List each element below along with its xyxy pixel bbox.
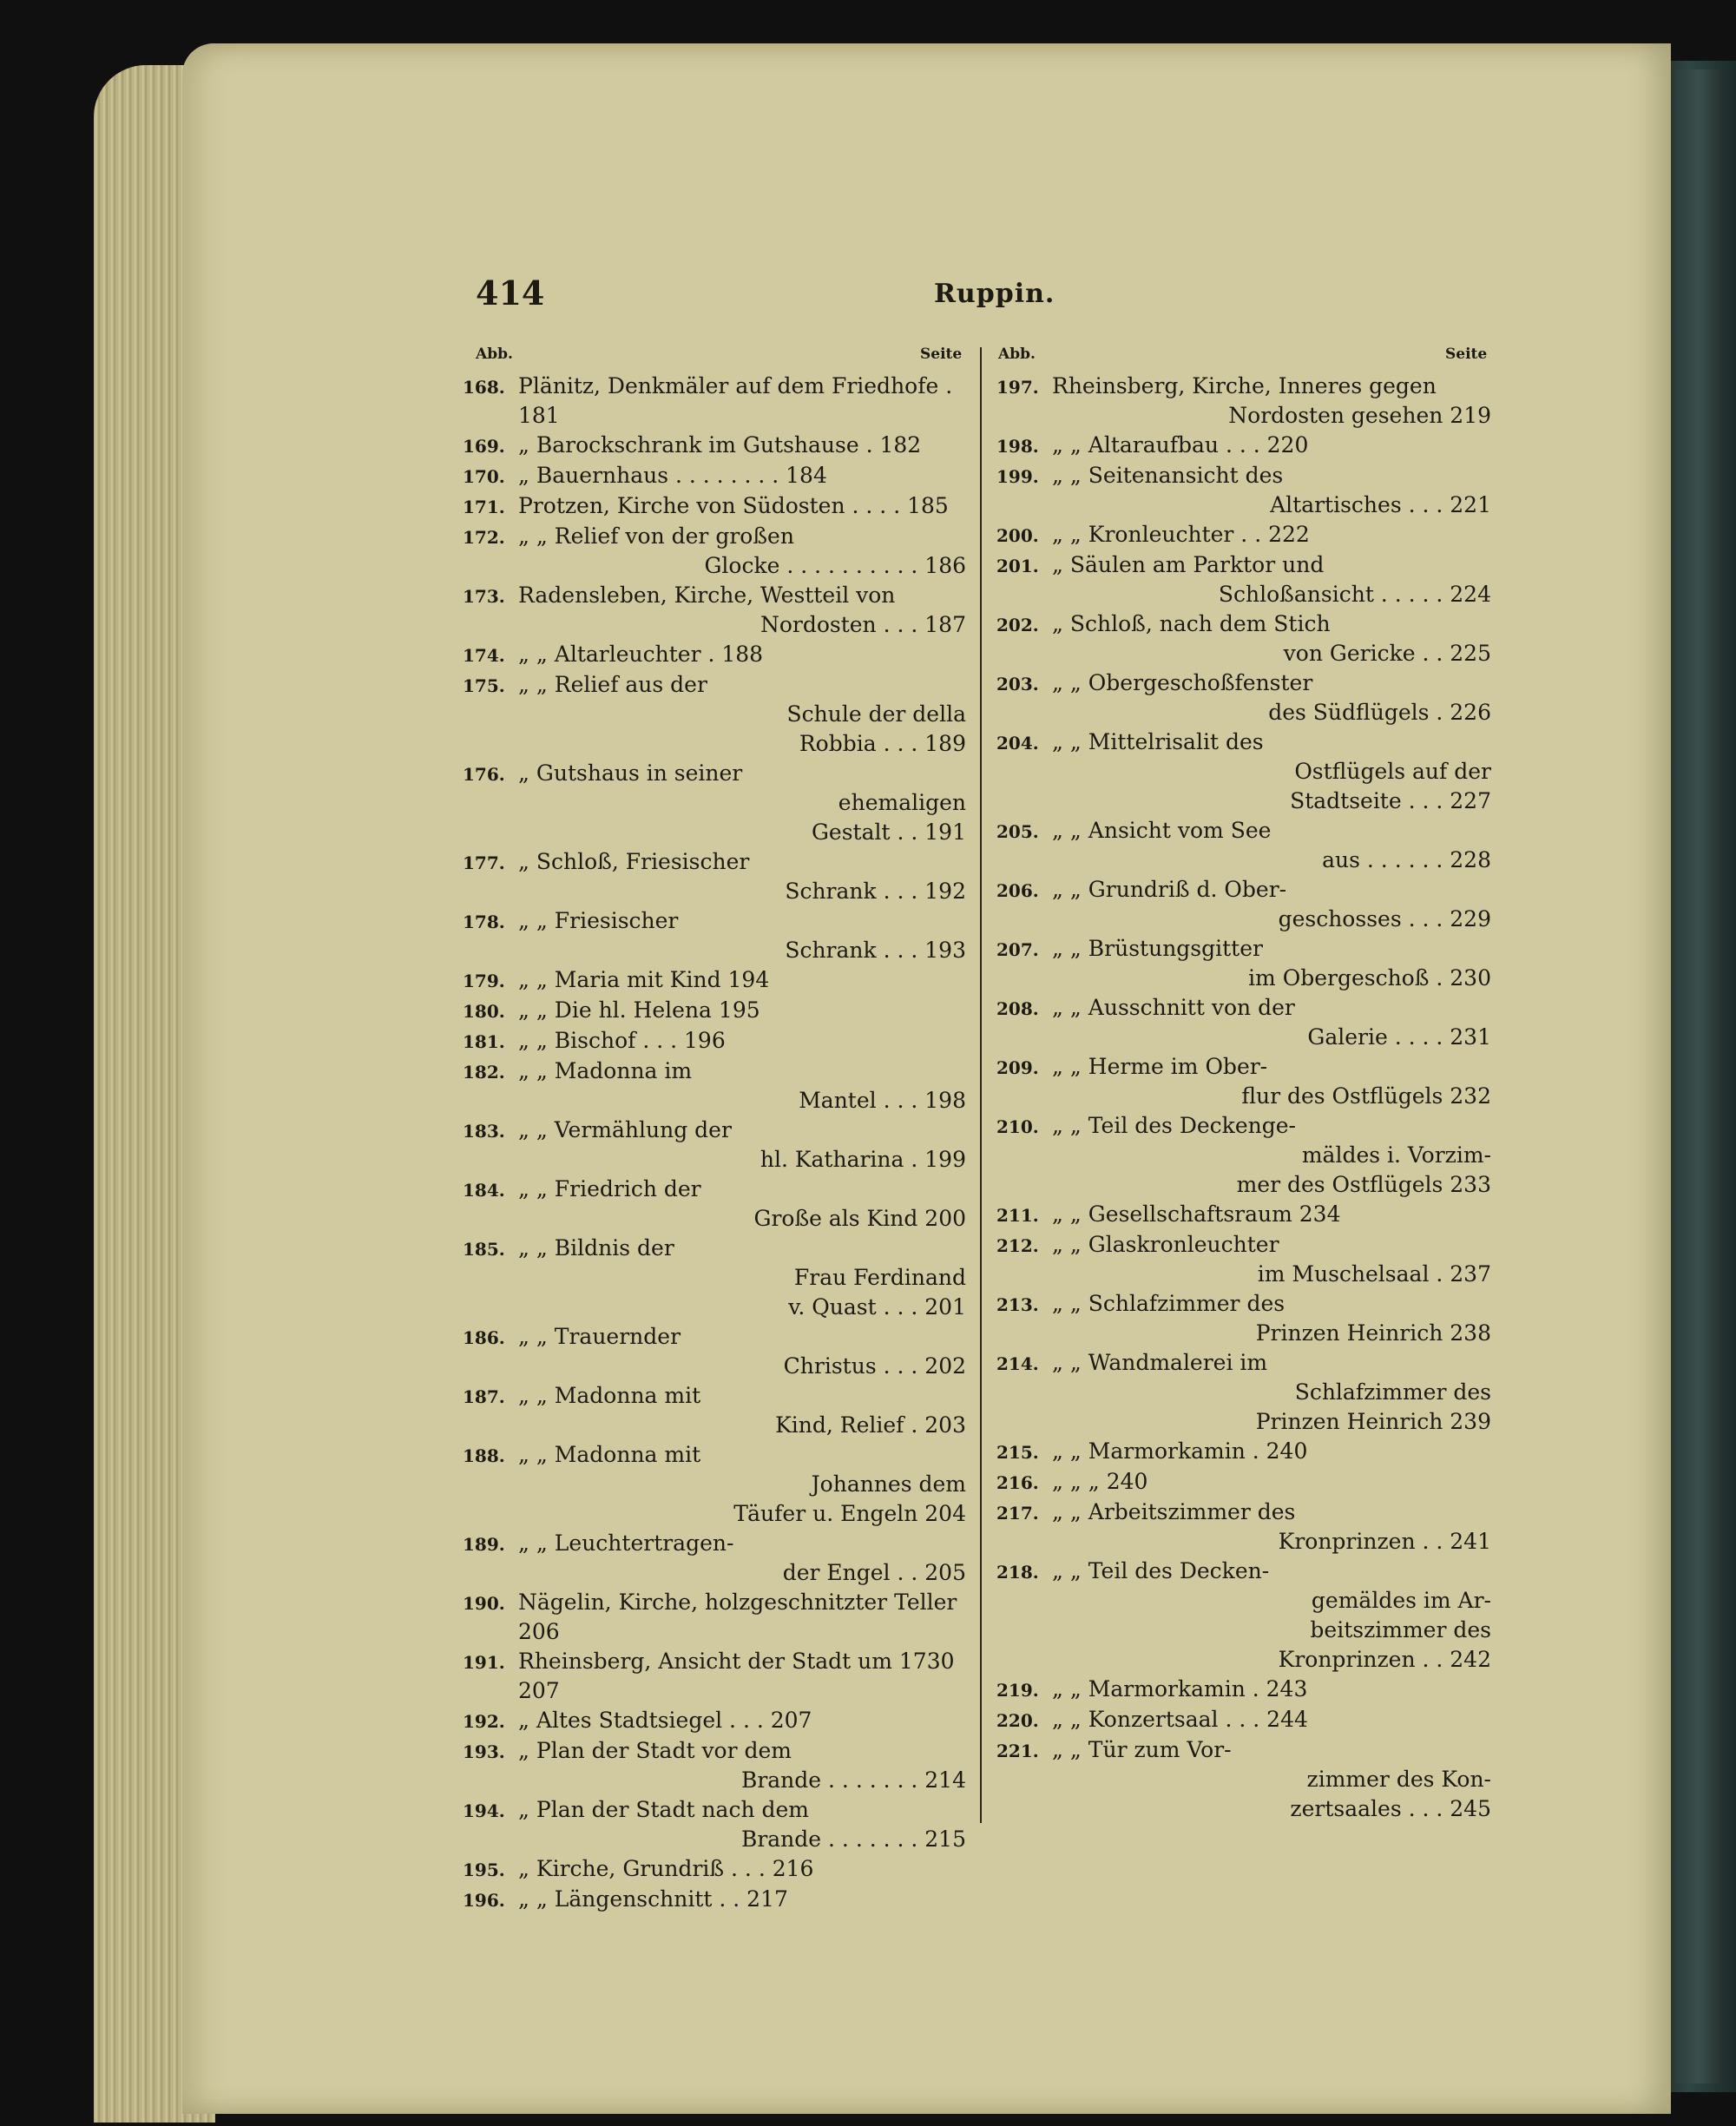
- figure-number: 198.: [996, 436, 1039, 457]
- entry-line: „ „ Teil des Deckenge-: [1052, 1113, 1296, 1138]
- figure-description: [518, 1322, 966, 1381]
- entry-line: „ Schloß, nach dem Stich: [1052, 611, 1331, 636]
- figure-description: [1052, 1230, 1491, 1289]
- entry-line: Große als Kind 200: [753, 1206, 966, 1231]
- list-item: [996, 372, 1491, 431]
- figure-description: [1052, 1289, 1491, 1348]
- running-title: Ruppin.: [934, 279, 1055, 309]
- entry-line: Nägelin, Kirche, holzgeschnitzter Teller 206: [518, 1590, 957, 1644]
- entry-line: aus . . . . . . 228: [1322, 847, 1491, 872]
- entry-line: „ „ Madonna mit: [518, 1383, 701, 1408]
- figure-number: 171.: [463, 497, 505, 517]
- entry-line: Stadtseite . . . 227: [1290, 788, 1491, 813]
- entry-line: „ „ Seitenansicht des: [1052, 463, 1284, 488]
- figure-number: 169.: [463, 436, 505, 457]
- entry-line: „ „ Konzertsaal . . . 244: [1052, 1707, 1308, 1732]
- figure-description: [518, 1175, 966, 1234]
- entry-line: des Südflügels . 226: [1268, 700, 1491, 725]
- figure-description: [518, 431, 966, 461]
- figure-number: 194.: [463, 1800, 505, 1821]
- page-number: 414: [476, 273, 545, 313]
- figure-number: 195.: [463, 1859, 505, 1880]
- figure-number: 192.: [463, 1711, 505, 1732]
- list-item: [463, 759, 966, 847]
- list-item: [463, 670, 966, 759]
- entry-line: Altartisches . . . 221: [1270, 492, 1491, 517]
- figure-number: 184.: [463, 1180, 505, 1201]
- list-item: [463, 1854, 966, 1885]
- figure-description: [1052, 431, 1491, 461]
- list-item: [463, 1588, 966, 1647]
- figure-description: [518, 1116, 966, 1175]
- entry-line: hl. Katharina . 199: [760, 1147, 966, 1172]
- entry-line: Protzen, Kirche von Südosten . . . . 185: [518, 493, 949, 518]
- figure-number: 182.: [463, 1062, 505, 1083]
- list-item: [996, 1437, 1491, 1467]
- figure-description: [518, 1736, 966, 1795]
- figure-number: 189.: [463, 1534, 505, 1555]
- figure-number: 216.: [996, 1472, 1039, 1493]
- figure-number: 176.: [463, 764, 505, 785]
- entry-line: Täufer u. Engeln 204: [733, 1501, 966, 1526]
- list-item: [463, 1175, 966, 1234]
- figure-description: [518, 372, 966, 431]
- figure-description: [518, 1056, 966, 1116]
- figure-description: [518, 1647, 966, 1706]
- figure-description: [518, 1026, 966, 1056]
- entry-line: Brande . . . . . . . 214: [740, 1767, 966, 1793]
- figure-number: 175.: [463, 675, 505, 696]
- figure-number: 188.: [463, 1445, 505, 1466]
- entry-line: „ „ Leuchtertragen-: [518, 1530, 734, 1556]
- list-item: [996, 1557, 1491, 1675]
- figure-number: 181.: [463, 1031, 505, 1052]
- entry-line: Radensleben, Kirche, Westteil von: [518, 583, 896, 608]
- entry-line: geschosses . . . 229: [1278, 906, 1491, 931]
- entry-line: „ Säulen am Parktor und: [1052, 552, 1325, 577]
- entry-line: Galerie . . . . 231: [1307, 1024, 1491, 1050]
- entry-line: der Engel . . 205: [782, 1560, 966, 1585]
- entry-line: ehemaligen: [838, 790, 966, 815]
- list-item: [996, 1675, 1491, 1705]
- list-item: [463, 996, 966, 1026]
- entry-line: Schloßansicht . . . . . 224: [1218, 582, 1491, 607]
- list-item: [996, 609, 1491, 668]
- entry-line: v. Quast . . . 201: [788, 1294, 966, 1320]
- entry-line: Frau Ferdinand: [793, 1265, 966, 1290]
- entry-line: „ „ Schlafzimmer des: [1052, 1291, 1286, 1316]
- list-item: [463, 906, 966, 965]
- entry-line: „ „ Teil des Decken-: [1052, 1558, 1270, 1583]
- list-item: [463, 847, 966, 906]
- figure-description: [518, 996, 966, 1026]
- list-item: [996, 431, 1491, 461]
- figure-number: 180.: [463, 1001, 505, 1022]
- figure-number: 212.: [996, 1235, 1039, 1256]
- figure-number: 168.: [463, 377, 505, 398]
- figure-number: 191.: [463, 1652, 505, 1673]
- entry-line: Rheinsberg, Kirche, Inneres gegen: [1052, 373, 1437, 398]
- entry-line: „ „ Tür zum Vor-: [1052, 1737, 1232, 1762]
- list-item: [996, 1467, 1491, 1497]
- entry-line: „ „ Marmorkamin . 240: [1052, 1438, 1308, 1464]
- figure-number: 179.: [463, 971, 505, 991]
- entry-line: „ „ „ 240: [1052, 1469, 1148, 1494]
- figure-number: 199.: [996, 466, 1039, 487]
- figure-number: 219.: [996, 1680, 1039, 1701]
- figure-number: 206.: [996, 880, 1039, 901]
- figure-description: [1052, 1111, 1491, 1200]
- list-item: [463, 522, 966, 581]
- figure-description: [1052, 1467, 1491, 1497]
- list-item: [996, 1111, 1491, 1200]
- figure-description: [518, 1854, 966, 1885]
- left-abb-heading: Abb.: [476, 346, 513, 363]
- entry-line: „ Plan der Stadt nach dem: [518, 1797, 809, 1822]
- figure-description: [1052, 934, 1491, 993]
- figure-description: [1052, 1705, 1491, 1735]
- entry-line: „ „ Marmorkamin . 243: [1052, 1676, 1308, 1701]
- entry-line: „ „ Ausschnitt von der: [1052, 995, 1295, 1020]
- entry-line: „ Barockschrank im Gutshause . 182: [518, 432, 922, 457]
- figure-description: [518, 670, 966, 759]
- entry-line: „ „ Friedrich der: [518, 1176, 701, 1201]
- list-item: [463, 1322, 966, 1381]
- entry-line: „ Plan der Stadt vor dem: [518, 1738, 792, 1763]
- entry-line: Nordosten gesehen 219: [1228, 403, 1491, 428]
- figure-number: 186.: [463, 1327, 505, 1348]
- list-item: [463, 1234, 966, 1322]
- entry-line: Glocke . . . . . . . . . . 186: [704, 553, 966, 578]
- list-item: [996, 816, 1491, 875]
- figure-description: [1052, 875, 1491, 934]
- figure-number: 208.: [996, 998, 1039, 1019]
- figure-description: [518, 640, 966, 670]
- entry-line: „ „ Altaraufbau . . . 220: [1052, 432, 1309, 457]
- list-item: [463, 1381, 966, 1440]
- list-item: [463, 1529, 966, 1588]
- entry-line: „ „ Längenschnitt . . 217: [518, 1886, 788, 1912]
- entry-line: „ „ Arbeitszimmer des: [1052, 1499, 1296, 1524]
- figure-number: 210.: [996, 1116, 1039, 1137]
- entry-line: „ „ Bildnis der: [518, 1235, 674, 1260]
- entry-line: „ „ Glaskronleuchter: [1052, 1232, 1279, 1257]
- figure-number: 202.: [996, 615, 1039, 635]
- list-item: [463, 1440, 966, 1529]
- figure-description: [518, 759, 966, 847]
- entry-line: Rheinsberg, Ansicht der Stadt um 1730 207: [518, 1649, 955, 1703]
- entry-line: „ „ Relief von der großen: [518, 523, 794, 549]
- figure-description: [1052, 727, 1491, 816]
- entry-line: gemäldes im Ar-: [1311, 1588, 1491, 1613]
- figure-description: [518, 1440, 966, 1529]
- figure-number: 193.: [463, 1741, 505, 1762]
- entry-line: zertsaales . . . 245: [1290, 1796, 1491, 1821]
- entry-line: mäldes i. Vorzim-: [1301, 1142, 1491, 1168]
- entry-line: Plänitz, Denkmäler auf dem Friedhofe . 181: [518, 373, 953, 428]
- list-item: [463, 431, 966, 461]
- entry-line: „ „ Vermählung der: [518, 1117, 732, 1142]
- entry-line: „ „ Die hl. Helena 195: [518, 997, 760, 1023]
- figure-number: 207.: [996, 939, 1039, 960]
- list-item: [463, 491, 966, 522]
- figure-number: 170.: [463, 466, 505, 487]
- entry-line: „ Schloß, Friesischer: [518, 849, 750, 874]
- page-header: [476, 273, 1500, 326]
- figure-description: [1052, 372, 1491, 431]
- figure-description: [518, 581, 966, 640]
- figure-number: 209.: [996, 1057, 1039, 1078]
- list-item: [463, 965, 966, 996]
- list-item: [996, 1348, 1491, 1437]
- entry-line: „ „ Madonna im: [518, 1058, 693, 1083]
- list-item: [996, 1735, 1491, 1824]
- figure-description: [1052, 550, 1491, 609]
- entry-line: Ostflügels auf der: [1294, 759, 1491, 784]
- figure-number: 217.: [996, 1503, 1039, 1524]
- figure-number: 214.: [996, 1353, 1039, 1374]
- entry-line: „ „ Obergeschoßfenster: [1052, 670, 1313, 695]
- entry-line: Johannes dem: [811, 1471, 966, 1497]
- figure-description: [1052, 993, 1491, 1052]
- figure-description: [518, 522, 966, 581]
- entry-line: „ Kirche, Grundriß . . . 216: [518, 1856, 814, 1881]
- entry-line: Kronprinzen . . 242: [1278, 1647, 1491, 1672]
- figure-number: 190.: [463, 1593, 505, 1614]
- entry-line: „ Gutshaus in seiner: [518, 760, 743, 786]
- entry-line: Schule der della: [786, 701, 966, 727]
- figure-description: [1052, 1437, 1491, 1467]
- figure-description: [1052, 668, 1491, 727]
- list-item: [996, 934, 1491, 993]
- entry-line: Robbia . . . 189: [799, 731, 966, 756]
- figure-number: 204.: [996, 733, 1039, 754]
- entry-line: „ Altes Stadtsiegel . . . 207: [518, 1708, 812, 1733]
- entry-line: „ „ Madonna mit: [518, 1442, 701, 1467]
- figure-description: [1052, 1497, 1491, 1557]
- entry-line: Kronprinzen . . 241: [1278, 1529, 1491, 1554]
- entry-line: „ „ Ansicht vom See: [1052, 818, 1272, 843]
- entry-line: „ „ Mittelrisalit des: [1052, 729, 1264, 754]
- figure-number: 177.: [463, 852, 505, 873]
- figure-description: [518, 965, 966, 996]
- entry-line: Schlafzimmer des: [1294, 1379, 1491, 1405]
- entry-line: „ „ Trauernder: [518, 1324, 681, 1349]
- figure-description: [518, 1706, 966, 1736]
- figure-description: [1052, 1348, 1491, 1437]
- list-item: [463, 372, 966, 431]
- figure-number: 197.: [996, 377, 1039, 398]
- list-item: [996, 1289, 1491, 1348]
- entry-line: Christus . . . 202: [783, 1353, 966, 1379]
- figure-number: 196.: [463, 1890, 505, 1911]
- entry-line: Nordosten . . . 187: [760, 612, 966, 637]
- list-item: [996, 550, 1491, 609]
- entry-line: Prinzen Heinrich 238: [1255, 1320, 1491, 1346]
- entry-line: „ „ Wandmalerei im: [1052, 1350, 1268, 1375]
- list-item: [463, 1795, 966, 1854]
- figure-description: [518, 906, 966, 965]
- entry-line: im Muschelsaal . 237: [1257, 1261, 1491, 1287]
- entry-line: Brande . . . . . . . 215: [740, 1827, 966, 1852]
- figure-description: [518, 1795, 966, 1854]
- entry-line: im Obergeschoß . 230: [1248, 965, 1491, 991]
- figure-number: 185.: [463, 1239, 505, 1260]
- list-item: [996, 1200, 1491, 1230]
- figure-number: 215.: [996, 1442, 1039, 1463]
- figure-number: 172.: [463, 527, 505, 548]
- figure-number: 201.: [996, 556, 1039, 576]
- entry-line: mer des Ostflügels 233: [1236, 1172, 1491, 1197]
- list-item: [996, 520, 1491, 550]
- figure-description: [518, 1588, 966, 1647]
- entry-line: „ „ Friesischer: [518, 908, 679, 933]
- entry-line: beitszimmer des: [1310, 1617, 1491, 1642]
- figure-description: [518, 1529, 966, 1588]
- right-abb-heading: Abb.: [998, 346, 1036, 363]
- list-item: [996, 1705, 1491, 1735]
- figure-number: 174.: [463, 645, 505, 666]
- figure-description: [1052, 816, 1491, 875]
- figure-description: [1052, 1735, 1491, 1824]
- figure-number: 200.: [996, 525, 1039, 546]
- figure-description: [1052, 1200, 1491, 1230]
- list-item: [996, 1230, 1491, 1289]
- list-item: [996, 875, 1491, 934]
- entry-line: „ „ Altarleuchter . 188: [518, 642, 764, 667]
- figure-description: [518, 461, 966, 491]
- figure-description: [1052, 1557, 1491, 1675]
- entry-line: „ „ Brüstungsgitter: [1052, 936, 1263, 961]
- list-item: [463, 1116, 966, 1175]
- figure-description: [518, 1381, 966, 1440]
- right-column: [996, 372, 1491, 1824]
- list-item: [996, 1497, 1491, 1557]
- entry-line: von Gericke . . 225: [1283, 641, 1491, 666]
- figure-number: 213.: [996, 1294, 1039, 1315]
- entry-line: Gestalt . . 191: [811, 819, 966, 845]
- figure-description: [1052, 520, 1491, 550]
- figure-number: 218.: [996, 1562, 1039, 1583]
- figure-number: 211.: [996, 1205, 1039, 1226]
- figure-description: [1052, 1675, 1491, 1705]
- entry-line: „ „ Herme im Ober-: [1052, 1054, 1268, 1079]
- figure-description: [1052, 461, 1491, 520]
- entry-line: „ „ Relief aus der: [518, 672, 707, 697]
- entry-line: Prinzen Heinrich 239: [1255, 1409, 1491, 1434]
- entry-line: Schrank . . . 193: [785, 938, 966, 963]
- entry-line: „ „ Maria mit Kind 194: [518, 967, 770, 992]
- entry-line: „ „ Kronleuchter . . 222: [1052, 522, 1310, 547]
- figure-description: [518, 847, 966, 906]
- column-divider: [980, 347, 982, 1823]
- list-item: [996, 668, 1491, 727]
- entry-line: „ „ Gesellschaftsraum 234: [1052, 1201, 1341, 1227]
- list-item: [463, 1706, 966, 1736]
- list-item: [996, 727, 1491, 816]
- list-item: [463, 1647, 966, 1706]
- figure-number: 183.: [463, 1121, 505, 1142]
- list-item: [996, 461, 1491, 520]
- figure-number: 220.: [996, 1710, 1039, 1731]
- right-seite-heading: Seite: [1445, 346, 1488, 363]
- figure-number: 203.: [996, 674, 1039, 694]
- entry-line: „ „ Grundriß d. Ober-: [1052, 877, 1287, 902]
- figure-number: 221.: [996, 1741, 1039, 1761]
- entry-line: Mantel . . . 198: [799, 1088, 966, 1113]
- list-item: [463, 581, 966, 640]
- figure-number: 178.: [463, 912, 505, 932]
- list-item: [463, 640, 966, 670]
- left-seite-heading: Seite: [920, 346, 963, 363]
- entry-line: zimmer des Kon-: [1306, 1767, 1491, 1792]
- list-item: [463, 1885, 966, 1915]
- figure-description: [1052, 1052, 1491, 1111]
- figure-number: 205.: [996, 821, 1039, 842]
- list-item: [996, 1052, 1491, 1111]
- entry-line: Kind, Relief . 203: [775, 1412, 966, 1438]
- entry-line: „ „ Bischof . . . 196: [518, 1028, 726, 1053]
- figure-description: [518, 1885, 966, 1915]
- list-item: [463, 1056, 966, 1116]
- list-item: [463, 1736, 966, 1795]
- figure-description: [518, 1234, 966, 1322]
- figure-description: [518, 491, 966, 522]
- entry-line: „ Bauernhaus . . . . . . . . 184: [518, 463, 827, 488]
- list-item: [463, 461, 966, 491]
- figure-description: [1052, 609, 1491, 668]
- list-item: [463, 1026, 966, 1056]
- figure-number: 187.: [463, 1386, 505, 1407]
- cover-cloth: [1675, 69, 1723, 2083]
- list-item: [996, 993, 1491, 1052]
- figure-number: 173.: [463, 586, 505, 607]
- left-column: [463, 372, 966, 1915]
- entry-line: flur des Ostflügels 232: [1241, 1083, 1491, 1109]
- entry-line: Schrank . . . 192: [785, 879, 966, 904]
